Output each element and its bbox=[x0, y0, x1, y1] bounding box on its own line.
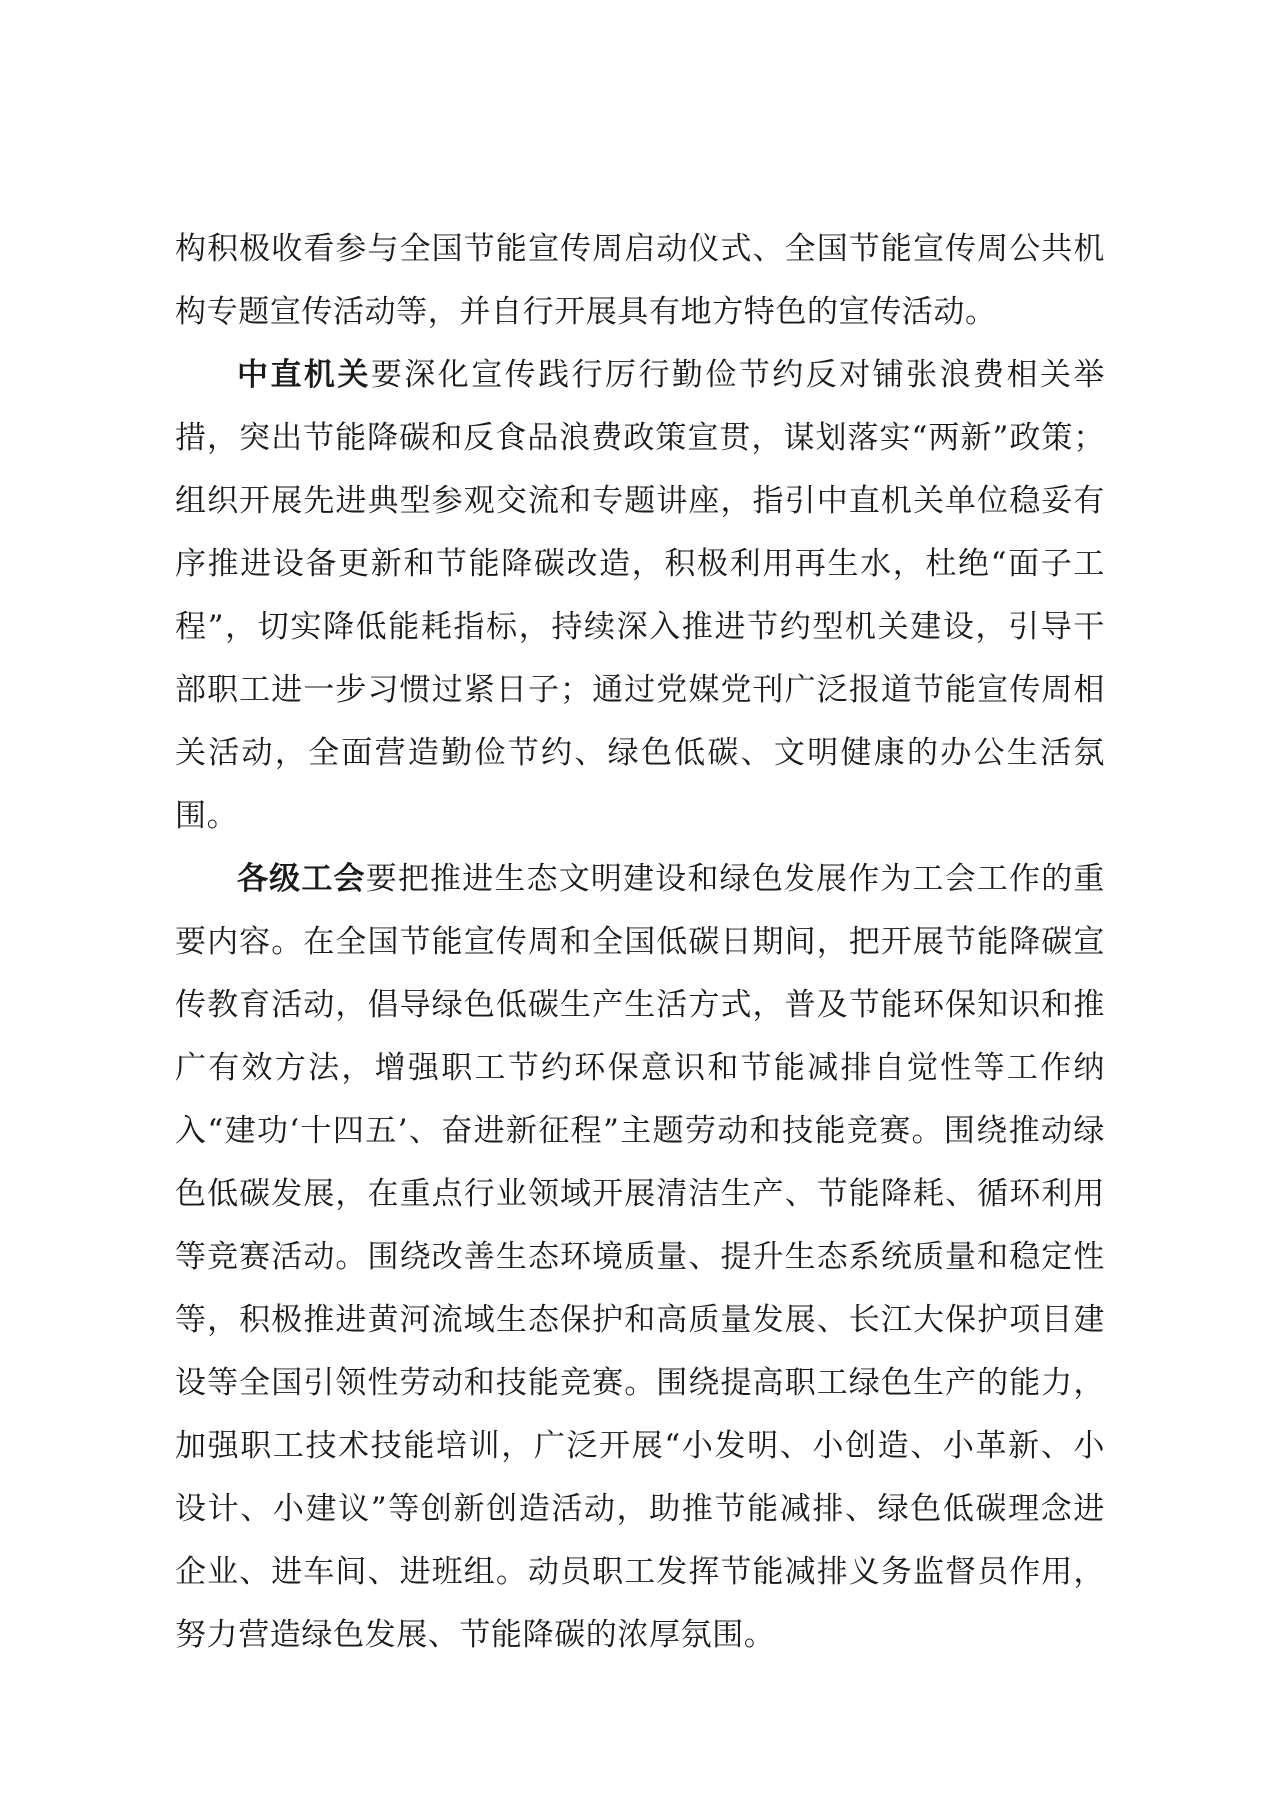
paragraph-lead-heading: 中直机关 bbox=[237, 357, 371, 393]
paragraph-trade-unions bbox=[175, 848, 1105, 1667]
paragraph-text: 要深化宣传践行厉行勤俭节约反对铺张浪费相关举措，突出节能降碳和反食品浪费政策宣贯，谋划落实“两新”政策；组织开展先进典型参观交流和专题讲座，指引中直机关单位稳妥有序推进设备更新和节能降碳改造，积极利用再生水，杜绝“面子工程”，切实降低能耗指标，持续深入推进节约型机关建设，引导干部职工进一步习惯过紧日子；通过党媒党刊广泛报道节能宣传周相关活动，全面营造勤俭节约、绿色低碳、文明健康的办公生活氛围。 bbox=[175, 357, 1105, 834]
paragraph-text: 构积极收看参与全国节能宣传周启动仪式、全国节能宣传周公共机构专题宣传活动等，并自行开展具有地方特色的宣传活动。 bbox=[175, 231, 1105, 330]
paragraph-central-organs bbox=[175, 344, 1105, 848]
paragraph-lead-heading: 各级工会 bbox=[237, 861, 366, 897]
document-body bbox=[175, 218, 1105, 1667]
paragraph-continuation bbox=[175, 218, 1105, 344]
paragraph-text: 要把推进生态文明建设和绿色发展作为工会工作的重要内容。在全国节能宣传周和全国低碳日期间，把开展节能降碳宣传教育活动，倡导绿色低碳生产生活方式，普及节能环保知识和推广有效方法，增强职工节约环保意识和节能减排自觉性等工作纳入“建功‘十四五’、奋进新征程”主题劳动和技能竞赛。围绕推动绿色低碳发展，在重点行业领域开展清洁生产、节能降耗、循环利用等竞赛活动。围绕改善生态环境质量、提升生态系统质量和稳定性等，积极推进黄河流域生态保护和高质量发展、长江大保护项目建设等全国引领性劳动和技能竞赛。围绕提高职工绿色生产的能力，加强职工技术技能培训，广泛开展“小发明、小创造、小革新、小设计、小建议”等创新创造活动，助推节能减排、绿色低碳理念进企业、进车间、进班组。动员职工发挥节能减排义务监督员作用，努力营造绿色发展、节能降碳的浓厚氛围。 bbox=[175, 861, 1105, 1653]
